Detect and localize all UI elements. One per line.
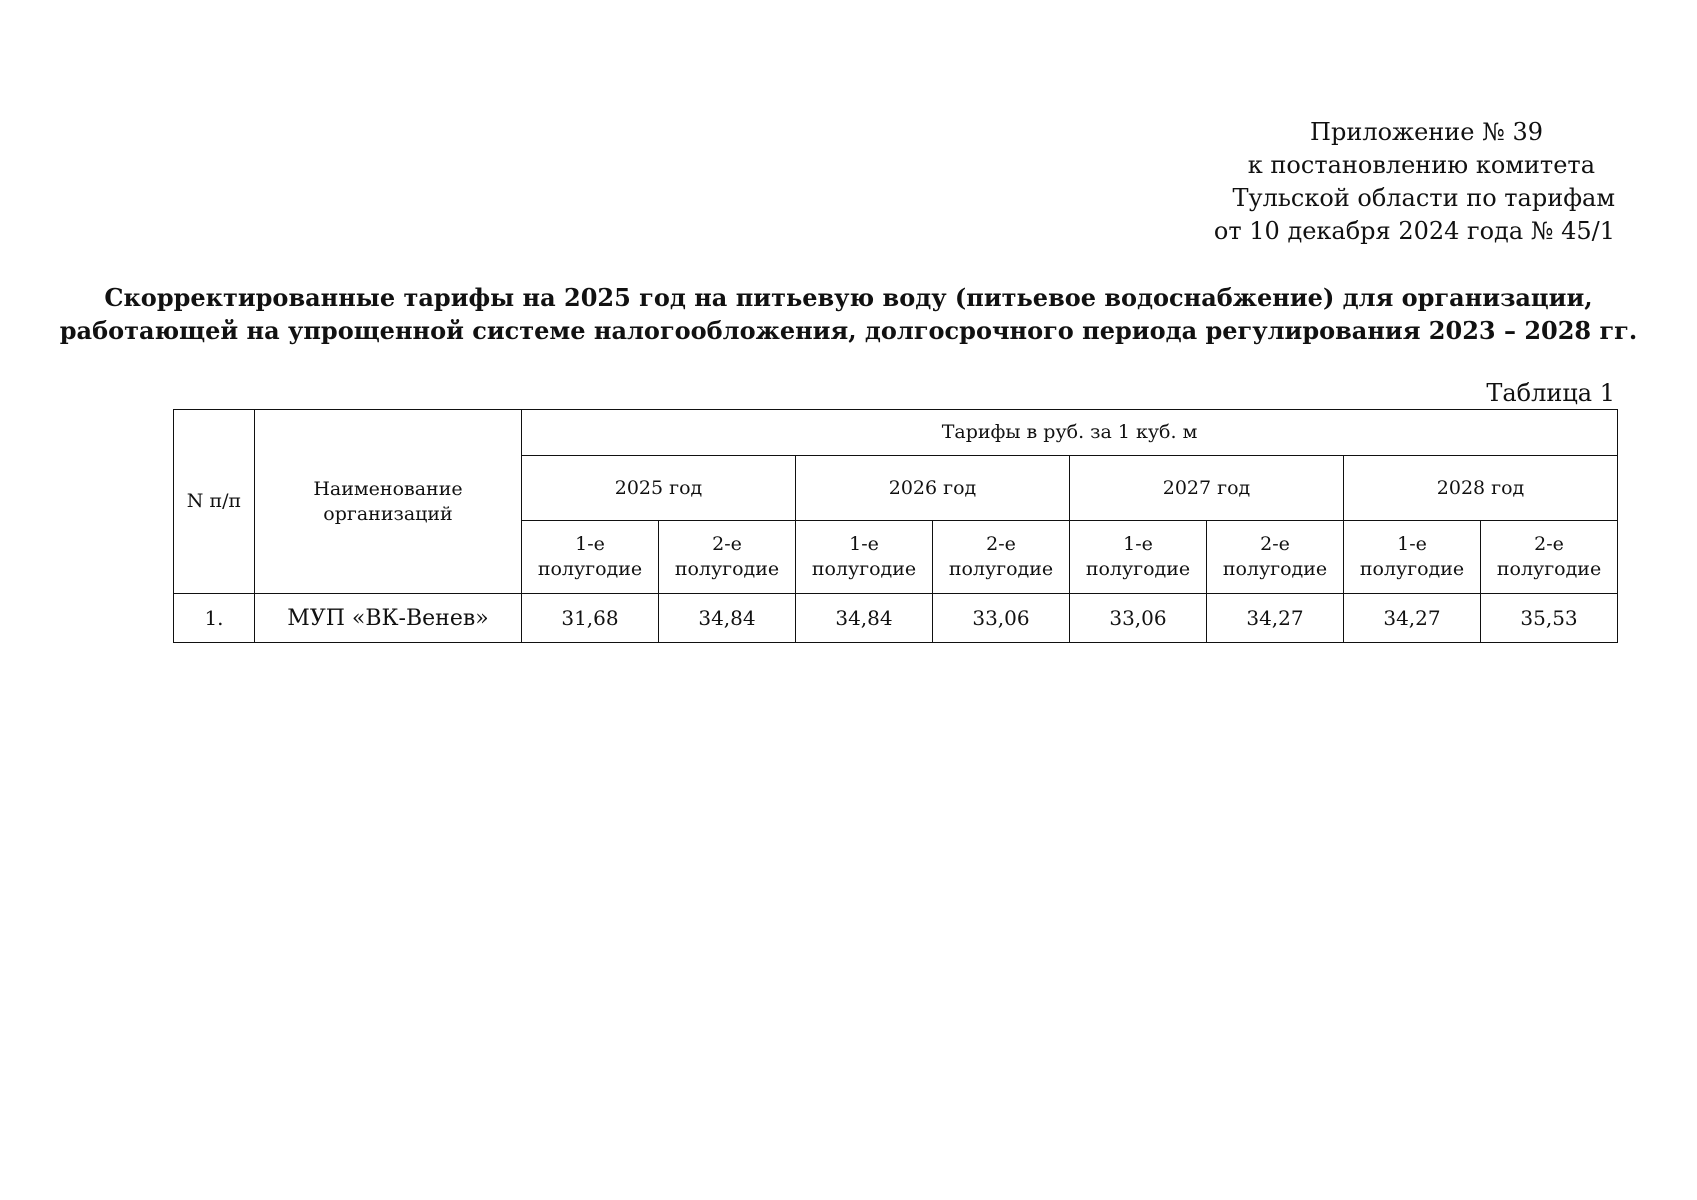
tariff-2025-h2: 34,84 (659, 594, 796, 643)
appendix-line-1: Приложение № 39 (1310, 118, 1543, 146)
appendix-line-3: Тульской области по тарифам (1232, 184, 1615, 212)
row-organization: МУП «ВК-Венев» (255, 594, 522, 643)
row-number: 1. (174, 594, 255, 643)
header-year-2026: 2026 год (796, 456, 1070, 521)
header-year-2028: 2028 год (1344, 456, 1618, 521)
header-half-1: 1-е полугодие (796, 521, 933, 594)
header-half-2: 2-е полугодие (933, 521, 1070, 594)
header-half-2: 2-е полугодие (1207, 521, 1344, 594)
appendix-block (1214, 116, 1615, 248)
header-half-2: 2-е полугодие (1481, 521, 1618, 594)
header-organization-line-1: Наименование (313, 477, 463, 500)
tariff-2027-h1: 33,06 (1070, 594, 1207, 643)
document-title (0, 281, 1697, 347)
title-line-1: Скорректированные тарифы на 2025 год на питьевую воду (питьевое водоснабжение) для организации, (104, 283, 1593, 312)
appendix-line-4: от 10 декабря 2024 года № 45/1 (1213, 217, 1615, 245)
title-line-2: работающей на упрощенной системе налогообложения, долгосрочного периода регулирования 2023 – 2028 гг. (59, 316, 1638, 345)
tariff-2026-h1: 34,84 (796, 594, 933, 643)
header-organization-line-2: организаций (323, 502, 453, 525)
tariffs-table (173, 409, 1618, 643)
tariff-2026-h2: 33,06 (933, 594, 1070, 643)
header-tariffs: Тарифы в руб. за 1 куб. м (522, 410, 1618, 456)
header-half-2: 2-е полугодие (659, 521, 796, 594)
header-organization (255, 410, 522, 594)
header-year-2025: 2025 год (522, 456, 796, 521)
appendix-line-2: к постановлению комитета (1247, 151, 1595, 179)
header-half-1: 1-е полугодие (522, 521, 659, 594)
tariff-2028-h1: 34,27 (1344, 594, 1481, 643)
tariff-2025-h1: 31,68 (522, 594, 659, 643)
header-half-1: 1-е полугодие (1070, 521, 1207, 594)
header-number: N п/п (174, 410, 255, 594)
table-label: Таблица 1 (1486, 379, 1615, 407)
table-row (174, 594, 1618, 643)
tariff-2028-h2: 35,53 (1481, 594, 1618, 643)
header-half-1: 1-е полугодие (1344, 521, 1481, 594)
header-year-2027: 2027 год (1070, 456, 1344, 521)
tariff-2027-h2: 34,27 (1207, 594, 1344, 643)
